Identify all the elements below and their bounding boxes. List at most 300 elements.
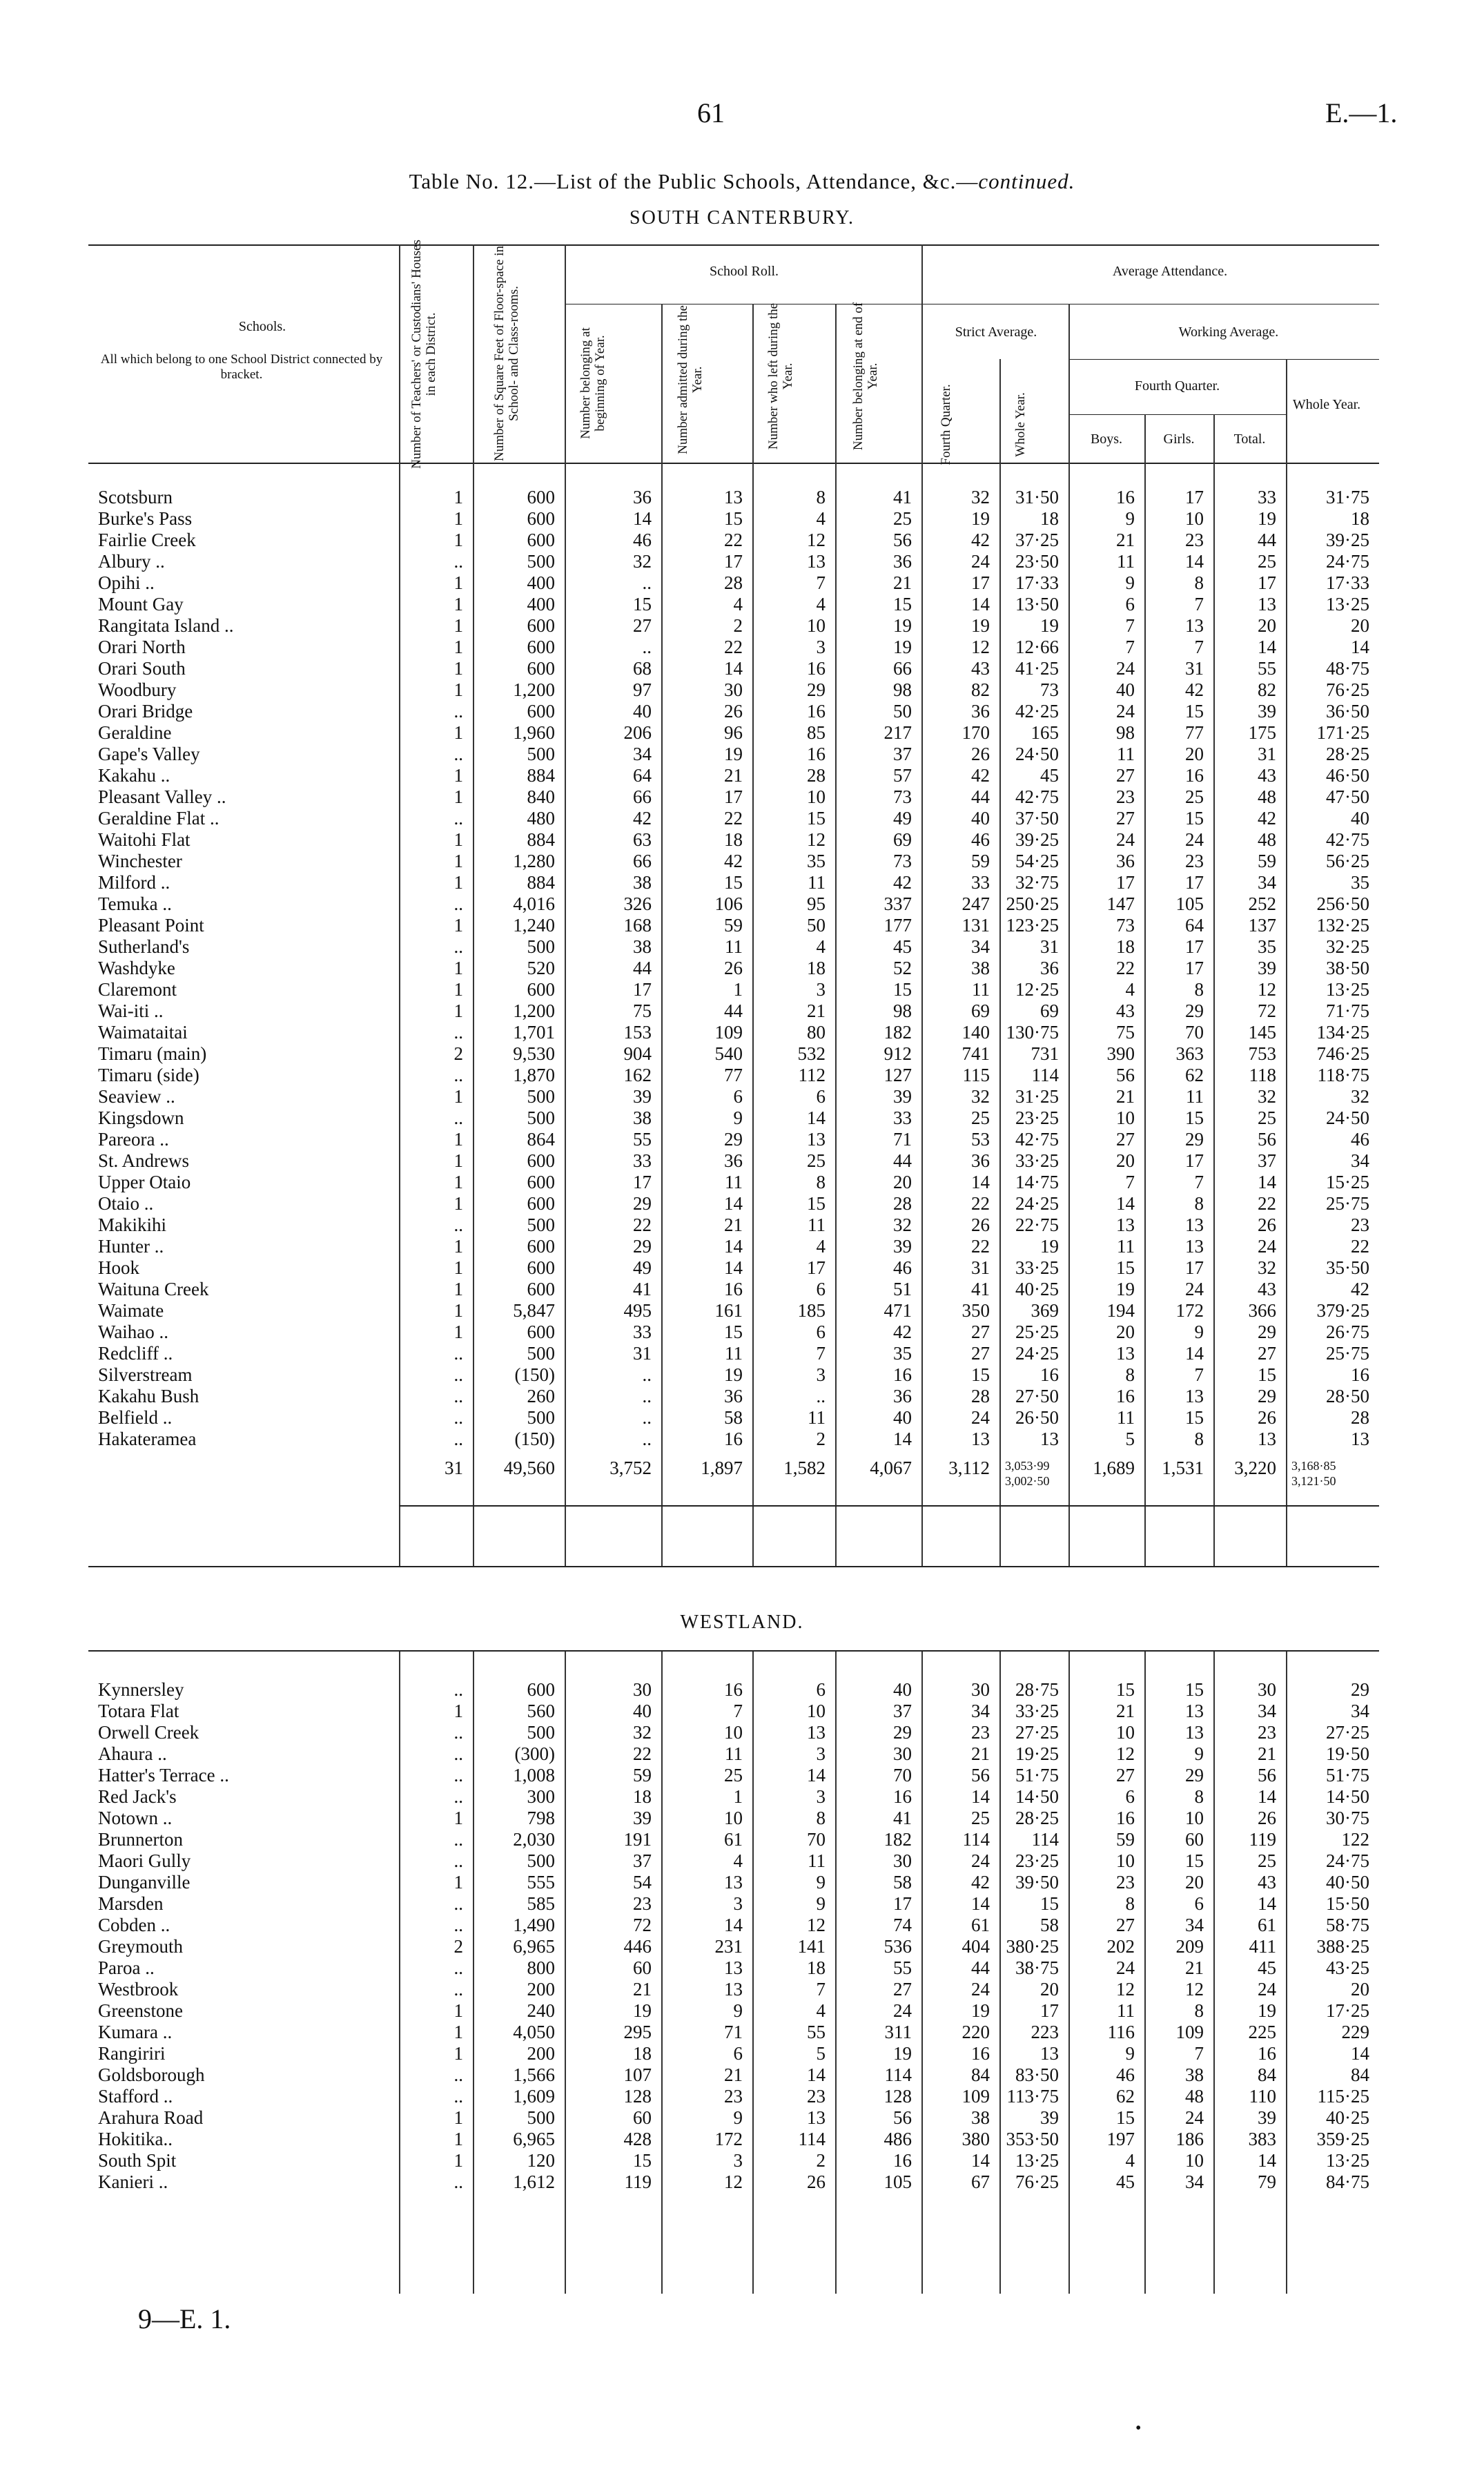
cell-value: 109 (1175, 2022, 1204, 2042)
school-name: Woodbury (98, 679, 177, 700)
cell-value: 326 (623, 893, 652, 914)
cell-value: 1 (453, 1086, 463, 1107)
cell-value: 21 (1185, 1957, 1204, 1978)
cell-value: 16 (893, 1786, 912, 1807)
cell-value: 61 (1258, 1915, 1276, 1935)
cell-value: 62 (1185, 1065, 1204, 1085)
cell-value: 2 (733, 615, 743, 636)
cell-value: .. (453, 808, 463, 829)
cell-value: .. (453, 1215, 463, 1235)
cell-value: 37 (893, 1701, 912, 1721)
cell-value: 175 (1248, 722, 1276, 743)
cell-value: 28·75 (1015, 1679, 1059, 1700)
cell-value: 8 (1194, 2000, 1204, 2021)
table-row (0, 1236, 1379, 1257)
cell-value: 24 (1185, 2107, 1204, 2128)
school-name: Hatter's Terrace .. (98, 1765, 229, 1786)
school-name: Orari North (98, 637, 186, 657)
table-row (0, 487, 1379, 508)
cell-value: 105 (1175, 893, 1204, 914)
school-name: Waituna Creek (98, 1279, 209, 1299)
cell-value: 16 (807, 658, 826, 679)
cell-value: 14 (1185, 551, 1204, 572)
cell-value: 25·75 (1326, 1343, 1369, 1364)
cell-value: 20 (1116, 1322, 1135, 1342)
cell-value: 30 (1258, 1679, 1276, 1700)
cell-value: 13 (1116, 1343, 1135, 1364)
cell-value: 68 (633, 658, 652, 679)
table-row (0, 1915, 1379, 1936)
cell-value: 28 (1351, 1407, 1369, 1428)
cell-value: 260 (527, 1386, 555, 1406)
cell-value: 172 (714, 2129, 743, 2149)
cell-value: 21 (807, 1000, 826, 1021)
cell-value: 9 (1125, 572, 1135, 593)
cell-value: 98 (1116, 722, 1135, 743)
cell-value: 29 (633, 1193, 652, 1214)
cell-value: .. (642, 572, 652, 593)
header-roll-begin: Number belonging at beginning of Year. (578, 327, 607, 439)
school-name: Kingsdown (98, 1107, 184, 1128)
cell-value: 32 (893, 1215, 912, 1235)
total-value: 3,168·85 (1291, 1459, 1336, 1473)
cell-value: 34 (971, 936, 990, 957)
cell-value: 1,612 (513, 2171, 555, 2192)
cell-value: 60 (633, 2107, 652, 2128)
cell-value: 153 (623, 1022, 652, 1043)
cell-value: 26 (971, 1215, 990, 1235)
header-roll-end: Number belonging at end of Year. (851, 302, 880, 451)
cell-value: 600 (527, 637, 555, 657)
school-name: Waimate (98, 1300, 164, 1321)
cell-value: 46·50 (1326, 765, 1369, 786)
cell-value: 42 (1258, 808, 1276, 829)
cell-value: 200 (527, 2043, 555, 2064)
cell-value: 44 (1258, 530, 1276, 550)
cell-value: 31 (633, 1343, 652, 1364)
cell-value: 19 (893, 2043, 912, 2064)
cell-value: 6 (1125, 1786, 1135, 1807)
cell-value: 311 (884, 2022, 912, 2042)
cell-value: 25 (1258, 1850, 1276, 1871)
cell-value: .. (453, 1022, 463, 1043)
cell-value: 71·75 (1326, 1000, 1369, 1021)
cell-value: 14·50 (1015, 1786, 1059, 1807)
cell-value: 109 (714, 1022, 743, 1043)
table-row (0, 2043, 1379, 2064)
cell-value: 12 (724, 2171, 743, 2192)
cell-value: 29 (1185, 1129, 1204, 1150)
cell-value: 59 (1258, 851, 1276, 871)
school-name: Belfield .. (98, 1407, 173, 1428)
cell-value: 13 (724, 1957, 743, 1978)
cell-value: 13 (1258, 1429, 1276, 1449)
cell-value: 24 (893, 2000, 912, 2021)
cell-value: 131 (961, 915, 990, 936)
cell-value: 13·25 (1326, 979, 1369, 1000)
cell-value: 185 (797, 1300, 826, 1321)
cell-value: 122 (1341, 1829, 1369, 1850)
cell-value: 21 (724, 765, 743, 786)
cell-value: 34 (1351, 1150, 1369, 1171)
table-row (0, 1022, 1379, 1043)
cell-value: 600 (527, 1257, 555, 1278)
cell-value: 11 (808, 872, 826, 893)
cell-value: 15 (1185, 1107, 1204, 1128)
cell-value: 22 (724, 530, 743, 550)
cell-value: 13 (807, 551, 826, 572)
cell-value: 4 (1125, 979, 1135, 1000)
cell-value: 500 (527, 1107, 555, 1128)
cell-value: 96 (724, 722, 743, 743)
cell-value: 471 (883, 1300, 912, 1321)
table-row (0, 2150, 1379, 2171)
cell-value: 44 (971, 786, 990, 807)
cell-value: 7 (816, 572, 826, 593)
cell-value: 42·75 (1326, 829, 1369, 850)
cell-value: 26 (1258, 1808, 1276, 1828)
cell-value: 798 (527, 1808, 555, 1828)
cell-value: 20 (1040, 1979, 1059, 2000)
cell-value: 41 (893, 1808, 912, 1828)
cell-value: 39 (1040, 2107, 1059, 2128)
cell-value: 1 (453, 722, 463, 743)
table-row (0, 679, 1379, 701)
total-value: 3,121·50 (1291, 1474, 1336, 1488)
cell-value: 29 (1351, 1679, 1369, 1700)
table-row (0, 979, 1379, 1000)
cell-value: 23 (1185, 530, 1204, 550)
cell-value: 256·50 (1316, 893, 1369, 914)
school-name: Rangiriri (98, 2043, 166, 2064)
cell-value: 17 (633, 979, 652, 1000)
cell-value: 60 (633, 1957, 652, 1978)
cell-value: 912 (883, 1043, 912, 1064)
cell-value: 34 (1258, 872, 1276, 893)
cell-value: 23 (1185, 851, 1204, 871)
cell-value: 36 (893, 551, 912, 572)
cell-value: 51·75 (1015, 1765, 1059, 1786)
cell-value: 41 (971, 1279, 990, 1299)
cell-value: 39·25 (1326, 530, 1369, 550)
header-working-average: Working Average. (1178, 325, 1279, 340)
cell-value: 11 (1186, 1086, 1204, 1107)
cell-value: 14 (1258, 637, 1276, 657)
cell-value: 8 (1194, 1429, 1204, 1449)
cell-value: 21 (724, 2064, 743, 2085)
cell-value: 28 (807, 765, 826, 786)
cell-value: 42 (971, 530, 990, 550)
cell-value: 40·25 (1326, 2107, 1369, 2128)
cell-value: 884 (527, 765, 555, 786)
cell-value: 54 (633, 1872, 652, 1893)
cell-value: 42·25 (1015, 701, 1059, 722)
table-row (0, 1957, 1379, 1979)
cell-value: .. (642, 1407, 652, 1428)
cell-value: 31·75 (1326, 487, 1369, 507)
cell-value: 97 (633, 679, 652, 700)
cell-value: 45 (1116, 2171, 1135, 2192)
cell-value: 8 (816, 1808, 826, 1828)
cell-value: 12 (807, 530, 826, 550)
cell-value: 25 (807, 1150, 826, 1171)
cell-value: 21 (633, 1979, 652, 2000)
table-row (0, 2171, 1379, 2193)
cell-value: .. (453, 1850, 463, 1871)
table-row (0, 893, 1379, 915)
school-name: Temuka .. (98, 893, 172, 914)
cell-value: 220 (961, 2022, 990, 2042)
cell-value: 76·25 (1015, 2171, 1059, 2192)
cell-value: 114 (1031, 1829, 1059, 1850)
cell-value: 42 (724, 851, 743, 871)
cell-value: 54·25 (1015, 851, 1059, 871)
cell-value: 1 (453, 2107, 463, 2128)
cell-value: 26 (1258, 1215, 1276, 1235)
cell-value: 30 (633, 1679, 652, 1700)
cell-value: 23·50 (1015, 551, 1059, 572)
school-name: Timaru (main) (98, 1043, 207, 1064)
cell-value: 40 (893, 1679, 912, 1700)
cell-value: 3 (733, 1893, 743, 1914)
cell-value: 29 (724, 1129, 743, 1150)
cell-value: 63 (633, 829, 652, 850)
school-name: Geraldine Flat .. (98, 808, 219, 829)
cell-value: 42·75 (1015, 1129, 1059, 1150)
cell-value: .. (453, 936, 463, 957)
cell-value: 10 (807, 786, 826, 807)
table-row (0, 637, 1379, 658)
cell-value: 19 (893, 615, 912, 636)
cell-value: .. (453, 1915, 463, 1935)
cell-value: 8 (1194, 1786, 1204, 1807)
cell-value: 161 (714, 1300, 743, 1321)
cell-value: 23·25 (1015, 1850, 1059, 1871)
cell-value: 252 (1248, 893, 1276, 914)
header-boys: Boys. (1090, 432, 1123, 447)
cell-value: 4 (1125, 2150, 1135, 2171)
table-row (0, 701, 1379, 722)
cell-value: 37 (893, 744, 912, 764)
cell-value: 118 (1249, 1065, 1276, 1085)
cell-value: 10 (807, 1701, 826, 1721)
cell-value: 32·25 (1326, 936, 1369, 957)
cell-value: 38 (971, 2107, 990, 2128)
cell-value: (150) (514, 1364, 555, 1385)
school-name: Maori Gully (98, 1850, 191, 1871)
cell-value: 13 (971, 1429, 990, 1449)
cell-value: 1 (453, 1236, 463, 1257)
cell-value: 15 (724, 872, 743, 893)
cell-value: 359·25 (1316, 2129, 1369, 2149)
school-name: Opihi .. (98, 572, 155, 593)
cell-value: .. (453, 744, 463, 764)
cell-value: 56 (971, 1765, 990, 1786)
cell-value: 56 (1258, 1129, 1276, 1150)
cell-value: 52 (893, 958, 912, 978)
cell-value: 27 (971, 1322, 990, 1342)
cell-value: 43 (1258, 1872, 1276, 1893)
cell-value: 42·75 (1015, 786, 1059, 807)
cell-value: 1 (453, 979, 463, 1000)
totals-top-rule (399, 1505, 1379, 1507)
header-bottom-rule (88, 463, 1379, 464)
cell-value: 58 (724, 1407, 743, 1428)
cell-value: 19 (1258, 508, 1276, 529)
school-name: Orari South (98, 658, 186, 679)
cell-value: 27 (971, 1343, 990, 1364)
cell-value: .. (453, 1957, 463, 1978)
cell-value: 59 (724, 915, 743, 936)
table-row (0, 765, 1379, 786)
cell-value: 206 (623, 722, 652, 743)
cell-value: 600 (527, 508, 555, 529)
cell-value: 36 (971, 701, 990, 722)
cell-value: 15 (807, 1193, 826, 1214)
cell-value: 19 (1258, 2000, 1276, 2021)
total-cell: 1,689 (1093, 1458, 1135, 1478)
cell-value: 1 (453, 1300, 463, 1321)
cell-value: 132·25 (1316, 915, 1369, 936)
cell-value: 39 (893, 1236, 912, 1257)
cell-value: 36 (971, 1150, 990, 1171)
cell-value: 24 (971, 1850, 990, 1871)
cell-value: 134·25 (1316, 1022, 1369, 1043)
cell-value: 56 (1258, 1765, 1276, 1786)
cell-value: 4,050 (513, 2022, 555, 2042)
cell-value: 48 (1185, 2086, 1204, 2107)
cell-value: 1 (453, 829, 463, 850)
cell-value: 115 (962, 1065, 990, 1085)
header-roll-left: Number who left during the Year. (766, 302, 795, 450)
cell-value: 16 (1258, 2043, 1276, 2064)
cell-value: 64 (1185, 915, 1204, 936)
table-row (0, 1172, 1379, 1193)
cell-value: 44 (724, 1000, 743, 1021)
cell-value: 746·25 (1316, 1043, 1369, 1064)
cell-value: 38 (633, 936, 652, 957)
total-cell: 1,582 (783, 1458, 826, 1478)
cell-value: 12 (1116, 1743, 1135, 1764)
cell-value: 11 (808, 1215, 826, 1235)
cell-value: 31 (971, 1257, 990, 1278)
cell-value: 15 (633, 594, 652, 615)
cell-value: 17 (1040, 2000, 1059, 2021)
cell-value: 27 (1116, 1129, 1135, 1150)
south-canterbury-table (0, 487, 1379, 1508)
school-name: Cobden .. (98, 1915, 170, 1935)
cell-value: 39 (1258, 2107, 1276, 2128)
cell-value: 11 (1117, 1407, 1135, 1428)
cell-value: 369 (1031, 1300, 1059, 1321)
cell-value: 40·25 (1015, 1279, 1059, 1299)
cell-value: .. (453, 1407, 463, 1428)
school-name: Kynnersley (98, 1679, 184, 1700)
cell-value: 26·75 (1326, 1322, 1369, 1342)
table-row (0, 1065, 1379, 1086)
cell-value: 36 (633, 487, 652, 507)
school-name: Upper Otaio (98, 1172, 191, 1192)
table-row (0, 1743, 1379, 1765)
cell-value: 2,030 (513, 1829, 555, 1850)
cell-value: 25·25 (1015, 1322, 1059, 1342)
cell-value: 22 (1351, 1236, 1369, 1257)
cell-value: 19 (724, 744, 743, 764)
cell-value: 21 (971, 1743, 990, 1764)
cell-value: 55 (807, 2022, 826, 2042)
cell-value: 22 (1258, 1193, 1276, 1214)
cell-value: 1 (453, 872, 463, 893)
cell-value: 27 (893, 1979, 912, 2000)
document-code: E.—1. (1325, 97, 1398, 128)
cell-value: 22 (971, 1236, 990, 1257)
cell-value: 14 (971, 2150, 990, 2171)
cell-value: 43 (971, 658, 990, 679)
cell-value: 14·50 (1326, 1786, 1369, 1807)
school-name: Kakahu .. (98, 765, 170, 786)
table-row (0, 1215, 1379, 1236)
cell-value: 1 (453, 786, 463, 807)
cell-value: 12 (1116, 1979, 1135, 2000)
table-row (0, 958, 1379, 979)
working-group-rule (1068, 359, 1379, 360)
cell-value: 26 (971, 744, 990, 764)
cell-value: 147 (1106, 893, 1135, 914)
cell-value: 42 (633, 808, 652, 829)
cell-value: 168 (623, 915, 652, 936)
cell-value: .. (453, 1065, 463, 1085)
cell-value: 37·25 (1015, 530, 1059, 550)
cell-value: 600 (527, 658, 555, 679)
cell-value: 82 (1258, 679, 1276, 700)
cell-value: 15 (1116, 1257, 1135, 1278)
cell-value: 59 (1116, 1829, 1135, 1850)
total-cell: 3,752 (609, 1458, 652, 1478)
cell-value: 1 (453, 1150, 463, 1171)
cell-value: 9 (816, 1893, 826, 1914)
school-name: Notown .. (98, 1808, 173, 1828)
cell-value: 22·75 (1015, 1215, 1059, 1235)
cell-value: 350 (961, 1300, 990, 1321)
cell-value: 11 (1117, 551, 1135, 572)
cell-value: 15 (1185, 1407, 1204, 1428)
cell-value: 9 (1194, 1743, 1204, 1764)
school-name: Greymouth (98, 1936, 183, 1957)
cell-value: 71 (724, 2022, 743, 2042)
cell-value: 29 (633, 1236, 652, 1257)
cell-value: 11 (808, 1407, 826, 1428)
table-row (0, 936, 1379, 958)
cell-value: 2 (453, 1043, 463, 1064)
cell-value: 247 (961, 893, 990, 914)
table-row (0, 1043, 1379, 1065)
table-row (0, 744, 1379, 765)
cell-value: 3 (816, 1364, 826, 1385)
cell-value: 13 (1185, 1722, 1204, 1743)
cell-value: 38 (1185, 2064, 1204, 2085)
cell-value: 500 (527, 2107, 555, 2128)
cell-value: 884 (527, 829, 555, 850)
cell-value: 1 (453, 1193, 463, 1214)
cell-value: 27 (1258, 1343, 1276, 1364)
cell-value: 84 (1351, 2064, 1369, 2085)
cell-value: 26 (724, 958, 743, 978)
cell-value: 540 (714, 1043, 743, 1064)
westland-table (0, 1679, 1379, 2193)
fourth-quarter-rule (1068, 414, 1286, 415)
cell-value: 16 (724, 1679, 743, 1700)
table-row (0, 615, 1379, 637)
